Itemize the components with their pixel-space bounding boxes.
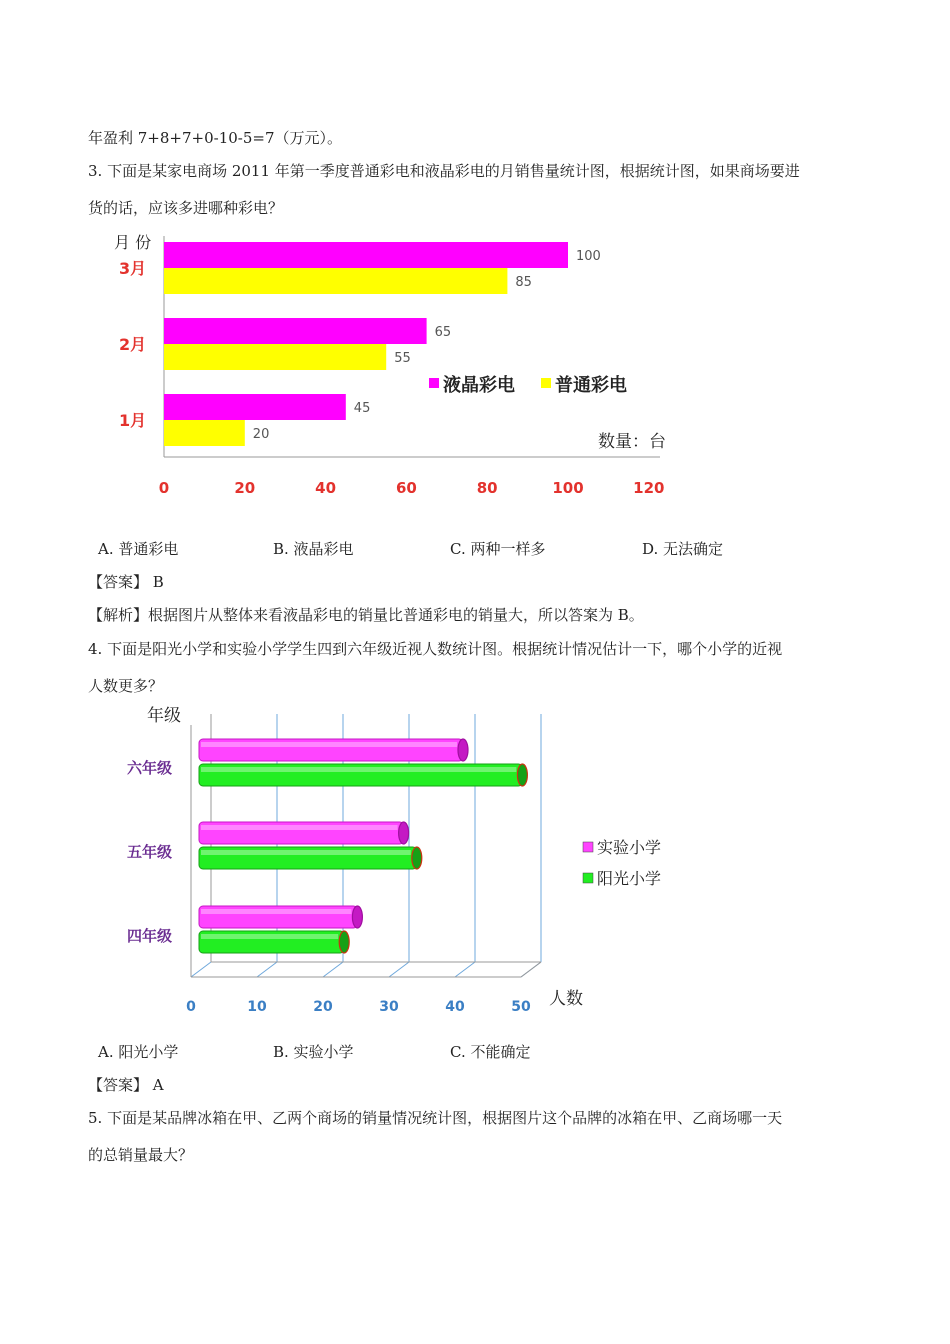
question-4-line-2: 人数更多？ bbox=[88, 677, 164, 695]
x-tick-label: 80 bbox=[476, 479, 498, 497]
bar-highlight bbox=[201, 850, 411, 855]
bar bbox=[164, 318, 427, 344]
legend-swatch bbox=[583, 873, 593, 883]
bar bbox=[199, 822, 404, 844]
q4-answer: 【答案】 A bbox=[88, 1076, 164, 1094]
y-axis-label: 月 份 bbox=[114, 233, 152, 252]
bar-end-cap bbox=[412, 847, 422, 869]
data-label: 100 bbox=[576, 249, 601, 264]
legend-label: 普通彩电 bbox=[555, 375, 627, 396]
x-tick-label: 40 bbox=[445, 999, 465, 1015]
bar-highlight bbox=[201, 825, 398, 830]
question-5-line-1: 5. 下面是某品牌冰箱在甲、乙两个商场的销量情况统计图，根据图片这个品牌的冰箱在甲、乙商场哪一天 bbox=[88, 1109, 783, 1127]
bar bbox=[199, 931, 344, 953]
bar-end-cap bbox=[399, 822, 409, 844]
x-tick-label: 60 bbox=[395, 479, 417, 497]
data-label: 65 bbox=[434, 325, 452, 340]
category-label: 四年级 bbox=[127, 927, 173, 945]
question-3-line-1: 3. 下面是某家电商场 2011 年第一季度普通彩电和液晶彩电的月销售量统计图，根据统计图，如果商场要进 bbox=[88, 162, 800, 180]
floor-gridline bbox=[455, 962, 475, 977]
legend-swatch bbox=[583, 842, 593, 852]
floor-gridline bbox=[389, 962, 409, 977]
question-5-line-2: 的总销量最大？ bbox=[88, 1146, 194, 1164]
category-label: 五年级 bbox=[127, 843, 173, 861]
bar bbox=[164, 242, 568, 268]
q4-option-b[interactable]: B. 实验小学 bbox=[273, 1043, 354, 1061]
x-tick-label: 20 bbox=[313, 999, 333, 1015]
bar bbox=[164, 420, 245, 446]
bar-highlight bbox=[201, 767, 516, 772]
x-tick-label: 100 bbox=[552, 479, 584, 497]
legend-label: 实验小学 bbox=[597, 838, 662, 857]
category-label: 3月 bbox=[119, 259, 147, 278]
q3-option-c[interactable]: C. 两种一样多 bbox=[450, 540, 546, 558]
data-label: 20 bbox=[252, 427, 270, 442]
category-label: 六年级 bbox=[127, 759, 173, 777]
x-tick-label: 50 bbox=[511, 999, 531, 1015]
bar-end-cap bbox=[339, 931, 349, 953]
data-label: 45 bbox=[353, 401, 371, 416]
q3-explanation: 【解析】根据图片从整体来看液晶彩电的销量比普通彩电的销量大，所以答案为 B。 bbox=[88, 606, 644, 624]
q3-option-a[interactable]: A. 普通彩电 bbox=[98, 540, 179, 558]
x-tick-label: 40 bbox=[315, 479, 337, 497]
data-label: 55 bbox=[394, 351, 411, 366]
question-3-line-2: 货的话，应该多进哪种彩电？ bbox=[88, 199, 284, 217]
q4-option-c[interactable]: C. 不能确定 bbox=[450, 1043, 531, 1061]
bar-end-cap bbox=[517, 764, 527, 786]
q3-answer: 【答案】 B bbox=[88, 573, 164, 591]
bar-end-cap bbox=[458, 739, 468, 761]
bar bbox=[199, 739, 463, 761]
legend-label: 液晶彩电 bbox=[443, 375, 515, 396]
legend-label: 阳光小学 bbox=[597, 869, 662, 888]
x-tick-label: 0 bbox=[158, 479, 170, 497]
bar bbox=[164, 268, 507, 294]
bar bbox=[199, 764, 522, 786]
bar-highlight bbox=[201, 909, 351, 914]
data-label: 85 bbox=[515, 275, 532, 290]
x-tick-label: 20 bbox=[234, 479, 256, 497]
bar-highlight bbox=[201, 742, 457, 747]
x-tick-label: 10 bbox=[247, 999, 267, 1015]
category-label: 1月 bbox=[119, 411, 147, 430]
x-axis-label: 数量：台 bbox=[598, 432, 666, 452]
y-axis-label: 年级 bbox=[147, 706, 181, 726]
bar bbox=[164, 344, 386, 370]
x-axis-label: 人数 bbox=[549, 989, 583, 1009]
question-4-line-1: 4. 下面是阳光小学和实验小学学生四到六年级近视人数统计图。根据统计情况估计一下，哪个小学的近视 bbox=[88, 640, 783, 658]
x-tick-label: 0 bbox=[186, 999, 196, 1015]
bar bbox=[199, 847, 417, 869]
floor-gridline bbox=[191, 962, 211, 977]
q3-option-d[interactable]: D. 无法确定 bbox=[642, 540, 724, 558]
floor-gridline bbox=[257, 962, 277, 977]
bar-highlight bbox=[201, 934, 338, 939]
floor-gridline bbox=[323, 962, 343, 977]
bar bbox=[199, 906, 357, 928]
x-tick-label: 120 bbox=[633, 479, 665, 497]
legend-swatch bbox=[429, 378, 439, 388]
text-line-profit: 年盈利 7+8+7+0-10-5=7（万元）。 bbox=[88, 129, 343, 147]
q3-option-b[interactable]: B. 液晶彩电 bbox=[273, 540, 354, 558]
x-tick-label: 30 bbox=[379, 999, 399, 1015]
floor-edge bbox=[521, 962, 541, 977]
category-label: 2月 bbox=[119, 335, 147, 354]
floor-gridline bbox=[521, 962, 541, 977]
legend-swatch bbox=[541, 378, 551, 388]
bar bbox=[164, 394, 346, 420]
q4-option-a[interactable]: A. 阳光小学 bbox=[98, 1043, 179, 1061]
bar-end-cap bbox=[352, 906, 362, 928]
